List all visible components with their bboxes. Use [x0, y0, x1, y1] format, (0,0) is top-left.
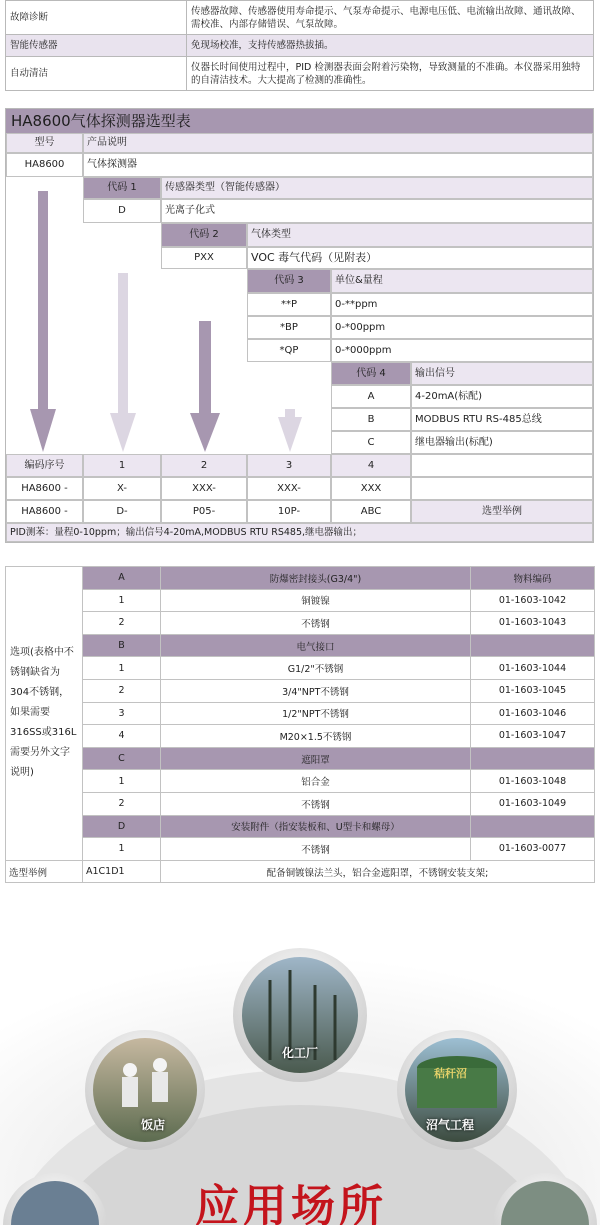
item-name: 3/4"NPT不锈钢	[161, 679, 471, 702]
seq-blank	[411, 454, 593, 477]
applications-title: 应用场所	[195, 1181, 387, 1225]
arrow-down-icon	[30, 191, 56, 452]
code2-label: 代码 2	[161, 223, 247, 247]
code3-row-code: *QP	[247, 339, 331, 362]
pattern-cell: XXX-	[247, 477, 331, 500]
label-chemical-plant: 化工厂	[282, 1046, 319, 1060]
code-flow-arrows	[6, 177, 406, 454]
part-header: 物料编码	[471, 567, 595, 590]
model-name: HA8600	[6, 153, 83, 177]
item-part: 01-1603-1046	[471, 702, 595, 725]
item-part: 01-1603-0077	[471, 838, 595, 861]
item-number: 1	[83, 838, 161, 861]
item-part: 01-1603-1043	[471, 612, 595, 635]
code1-value-desc: 光离子化式	[161, 199, 593, 223]
item-number: 2	[83, 792, 161, 815]
example-label: 选型举例	[6, 860, 83, 883]
pattern-cell: XXX	[331, 477, 411, 500]
group-part-blank	[471, 815, 595, 838]
model-header: 型号	[6, 133, 83, 153]
selection-footnote: PID测苯：量程0-10ppm；输出信号4-20mA,MODBUS RTU RS485,继电器输出；	[6, 523, 593, 542]
group-code: A	[83, 567, 161, 590]
item-number: 1	[83, 770, 161, 793]
item-part: 01-1603-1045	[471, 679, 595, 702]
code3-row-code: *BP	[247, 316, 331, 339]
selection-table	[5, 108, 594, 543]
code4-desc: 输出信号	[411, 362, 593, 385]
code4-row-code: C	[331, 431, 411, 454]
code4-row-desc: 继电器输出(标配)	[411, 431, 593, 454]
feature-value: 免现场校准，支持传感器热拔插。	[187, 35, 594, 57]
code3-desc: 单位&量程	[331, 269, 593, 293]
label-restaurant: 饭店	[141, 1118, 166, 1132]
item-part: 01-1603-1048	[471, 770, 595, 793]
group-code: B	[83, 634, 161, 657]
feature-value: 传感器故障、传感器使用寿命提示、气泵寿命提示、电源电压低、电流输出故障、通讯故障、需校准、内部存储错误、气泵故障。	[187, 1, 594, 35]
item-name: 铝合金	[161, 770, 471, 793]
group-code: D	[83, 815, 161, 838]
seq-number: 2	[161, 454, 247, 477]
options-side-note: 选项(表格中不锈钢缺省为304不锈钢，如果需要316SS或316L需要另外文字说明)	[6, 567, 83, 861]
group-name: 电气接口	[161, 634, 471, 657]
group-name: 安装附件（指安装板和、U型卡和螺母）	[161, 815, 471, 838]
pattern-blank	[411, 477, 593, 500]
item-name: 1/2"NPT不锈钢	[161, 702, 471, 725]
item-part: 01-1603-1042	[471, 589, 595, 612]
feature-value: 仪器长时间使用过程中，PID 检测器表面会附着污染物，导致测量的不准确。本仪器采用独特的自清洁技术。大大提高了检测的准确性。	[187, 57, 594, 91]
code1-value: D	[83, 199, 161, 223]
code2-desc: 气体类型	[247, 223, 593, 247]
desc-header: 产品说明	[83, 133, 593, 153]
example-cell: P05-	[161, 500, 247, 523]
item-name: 不锈钢	[161, 838, 471, 861]
item-number: 1	[83, 589, 161, 612]
group-name: 遮阳罩	[161, 747, 471, 770]
feature-key: 自动清洁	[6, 57, 187, 91]
feature-table	[5, 0, 594, 91]
item-name: 不锈钢	[161, 612, 471, 635]
item-name: M20×1.5不锈钢	[161, 725, 471, 748]
group-name: 防爆密封接头(G3/4")	[161, 567, 471, 590]
code3-row-desc: 0-*00ppm	[331, 316, 593, 339]
item-number: 2	[83, 679, 161, 702]
code1-label: 代码 1	[83, 177, 161, 199]
seq-number: 1	[83, 454, 161, 477]
seq-label: 编码序号	[6, 454, 83, 477]
item-number: 1	[83, 657, 161, 680]
code4-row-desc: 4-20mA(标配)	[411, 385, 593, 408]
pattern-cell: XXX-	[161, 477, 247, 500]
code2-value-desc: VOC 毒气代码（见附表）	[247, 247, 593, 269]
applications-section	[0, 890, 600, 1225]
code1-desc: 传感器类型（智能传感器）	[161, 177, 593, 199]
selection-title: HA8600气体探测器选型表	[6, 109, 593, 133]
pattern-cell: X-	[83, 477, 161, 500]
example-code: A1C1D1	[83, 860, 161, 883]
code3-row-code: **P	[247, 293, 331, 316]
example-label: 选型举例	[411, 500, 593, 523]
item-part: 01-1603-1044	[471, 657, 595, 680]
code2-value: PXX	[161, 247, 247, 269]
example-cell: HA8600 -	[6, 500, 83, 523]
arrow-down-icon	[278, 409, 302, 452]
seq-number: 4	[331, 454, 411, 477]
options-table	[5, 566, 595, 883]
code4-row-desc: MODBUS RTU RS-485总线	[411, 408, 593, 431]
model-desc: 气体探测器	[83, 153, 593, 177]
label-biogas: 沼气工程	[426, 1118, 475, 1132]
group-part-blank	[471, 747, 595, 770]
group-code: C	[83, 747, 161, 770]
arrow-down-icon	[190, 321, 220, 452]
feature-key: 智能传感器	[6, 35, 187, 57]
arrow-down-icon	[110, 273, 136, 452]
item-number: 4	[83, 725, 161, 748]
code3-row-desc: 0-*000ppm	[331, 339, 593, 362]
item-name: G1/2"不锈钢	[161, 657, 471, 680]
example-cell: 10P-	[247, 500, 331, 523]
group-part-blank	[471, 634, 595, 657]
item-number: 2	[83, 612, 161, 635]
item-name: 不锈钢	[161, 792, 471, 815]
feature-key: 故障诊断	[6, 1, 187, 35]
code4-label: 代码 4	[331, 362, 411, 385]
biogas-sign: 秸秆沼	[434, 1067, 467, 1080]
seq-number: 3	[247, 454, 331, 477]
example-cell: D-	[83, 500, 161, 523]
item-number: 3	[83, 702, 161, 725]
code4-row-code: A	[331, 385, 411, 408]
example-cell: ABC	[331, 500, 411, 523]
code3-row-desc: 0-**ppm	[331, 293, 593, 316]
pattern-cell: HA8600 -	[6, 477, 83, 500]
example-desc: 配备铜镀镍法兰头，铝合金遮阳罩，不锈钢安装支架;	[161, 860, 595, 883]
item-name: 铜镀镍	[161, 589, 471, 612]
code4-row-code: B	[331, 408, 411, 431]
code3-label: 代码 3	[247, 269, 331, 293]
item-part: 01-1603-1047	[471, 725, 595, 748]
item-part: 01-1603-1049	[471, 792, 595, 815]
